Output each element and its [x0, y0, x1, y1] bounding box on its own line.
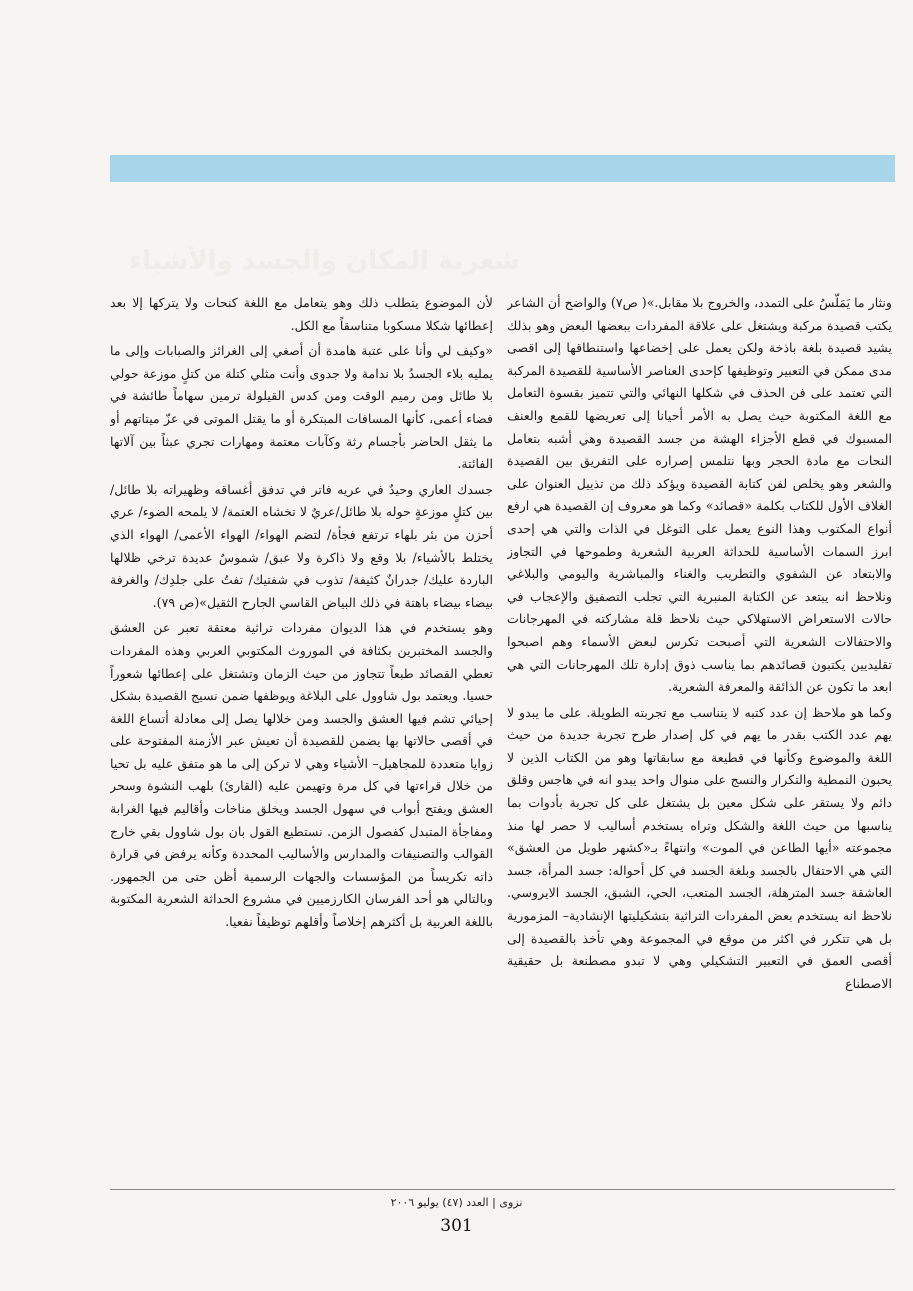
header-banner	[110, 155, 895, 182]
paragraph: لأن الموضوع يتطلب ذلك وهو يتعامل مع اللغة كنحات ولا يتركها إلا بعد إعطائها شكلا مسكوبا متناسقاً مع الكل.	[110, 295, 493, 333]
quote-paragraph: «وكيف لي وأنا على عتبة هامدة أن أصغي إلى الغرائز والصبابات وإلى ما يمليه بلاء الجسدُ بلا ندامة ولا جدوى وأنت مثلي كتلة من كتلٍ موزعة حولي بلا طائل ومن رميم الوقت ومن كدس القيلولة ترمين سهاماً طائشة في فضاء أعمى، كأنها المسافات المبتكرة أو ما يقتل الموتى في عزّ ميتاتهم أو ما يثقل الحاضر بأجسام رثة وكآبات معتمة ومهارات تجري عبثاً بين آلاتها الفائتة.	[110, 343, 493, 472]
magazine-name: نزوى	[499, 1196, 523, 1209]
paragraph: وكما هو ملاحظ إن عدد كتبه لا يتناسب مع تجربته الطويلة. على ما يبدو لا يهم عدد الكتب بقدر ما يهم في كل إصدار طرح تجربة جديدة من حيث اللغة والموضوع وكأنها في قطيعة مع سابقاتها وهو من الكتاب الذين لا يحبون النمطية والتكرار والنسج على منوال واحد يبدو انه في هاجس وقلق دائم ولا يستقر على شكل معين بل يشتغل على كل تجربة بأدوات بما يناسبها من حيث اللغة والشكل وتراه يستخدم أساليب لا حصر لها منذ مجموعته «أيها الطاعن في الموت» وانتهاءً بـ«كشهر طويل من العشق» التي هي الاحتفال بالجسد وبلغة الجسد في كل أحواله: جسد المرأة، جسد العاشقة جسد المترهلة، الجسد المتعب، الحي، الشبق، الجسد الايروسي. نلاحظ انه يستخدم بعض المفردات التراثية بتشكيليتها الإنشادية– المزمورية بل هي تتكرر في اكثر من موقع في المجموعة وهي تأخذ بالقصيدة إلى أقصى العمق في التعبير التشكيلي وهي لا تبدو مصطنعة بل حقيقية الاصطناع	[507, 704, 892, 991]
footer-publication	[0, 1196, 913, 1209]
left-column	[110, 292, 493, 1182]
page-number: 301	[440, 1216, 473, 1236]
footer-separator: |	[492, 1196, 496, 1209]
paragraph: وهو يستخدم في هذا الديوان مفردات تراثية معتقة تعبر عن العشق والجسد المختبرين بكثافة في الموروث المكتوبي العربي وهذه المفردات تعطي القصائد طبعاً تتجاوز من حيث الزمان وتشتغل على إعطائها شعوراً حسيا. ويعتمد بول شاوول على البلاغة ويوظفها ضمن نسيج القصيدة بشكل إحيائي تشم فيها العشق والجسد ومن خلالها يصل إلى معادلة أتساع اللغة في أقصى حالاتها بها يضمن للقصيدة أن تعيش عبر الأزمنة المفتوحة على زوايا متعددة للمجاهيل– الأشياء وهي لا تركن إلى ما هو متفق عليه بل تحيا من خلال قراءتها في كل مرة وتهيمن عليه (القارئ) بلهب النشوة وسحر العشق ويفتح أبواب في سهول الجسد ويخلق مناخات وأقاليم فيها الغرابة ومفاجأة المتبدل كفصول الزمن. نستطيع القول بان بول شاوول بقي خارج القوالب والتصنيفات والمدارس والأساليب المحددة وكأنه يرفض في قرارة ذاته تكريساً من المؤسسات والجهات الرسمية أظن حتى من الجمهور. وبالتالي هو أحد الفرسان الكارزميين في مشروع الحداثة الشعرية المكتوبة باللغة العربية بل أكثرهم إخلاصاً وأقلهم توظيفاً نفعيا.	[110, 620, 493, 930]
issue-info: العدد (٤٧) يوليو ٢٠٠٦	[390, 1196, 489, 1209]
paragraph: ونثار ما يَمَلّسُ على التمدد، والخروج بلا مقابل.»( ص٧) والواضح أن الشاعر يكتب قصيدة مركبة ويشتغل على علاقة المفردات ببعضها البعض وهو بذلك يشيد قصيدة بلغة باذخة ولكن يعمل على إخضاعها واستنطاقها إلى اقصى مدى ممكن في التعبير وتوظيفها كإحدى العناصر الأساسية للقصيدة المركبة التي تعتمد على فن الحذف في شكلها النهائي والتي تتميز بقسوة التعامل مع اللغة المكتوبة حيث يصل به الأمر أحيانا إلى تعريضها للقمع والعنف المسبوك في قطع الأجزاء الهشة من جسد القصيدة وهي أشبه بتعامل النحات مع مادة الحجر وبها نتلمس إصراره على التفريق بين القصيدة والشعر وهو يخلص لفن كتابة القصيدة ويؤكد ذلك من تذييل العنوان على الغلاف الأول للكتاب بكلمة «قصائد» وكما هو معروف إن القصيدة هي ارفع أنواع المكتوب وهذا النوع يعمل على التوغل في الذات والتي هي إحدى ابرز السمات الأساسية للحداثة العربية الشعرية وطموحها في التجاوز والابتعاد عن الشفوي والتطريب والغناء والمباشرية واليومي والبلاغي ونلاحظ انه يبتعد عن الكتابة المنبرية التي تجلب التصفيق والإعجاب في حالات الاستعراض الاستهلاكي حيث نلاحظ قلة مشاركته في المهرجانات والاحتفالات الشعرية التي أصبحت تكرس لبعض الأسماء وهم اصبحوا تقليديين يكتبون قصائدهم بما يناسب ذوق إدارة تلك المهرجانات التي هي ابعد ما تكون عن الذائقة والمعرفة الشعرية.	[507, 295, 892, 695]
article-title: شعرية المكان والجسد والأشياء	[128, 246, 520, 276]
right-column	[507, 292, 892, 1182]
footer-divider	[110, 1189, 895, 1190]
quote-paragraph: جسدك العاري وحيدٌ في عريه فاتر في تدفق أغساقه وظهيراته بلا طائل/ بين كتلٍ موزعةٍ حوله بلا طائل/عريٌ لا تخشاه العتمة/ لا يلمحه الضوء/ عري أحزن من بئر بلهاء ترتفع فجأة/ لتضم الهواء/ الهواء الأعمى/ الهواء الذي يختلط بالأشياء/ بلا وقع ولا ذاكرة ولا عبق/ شموسٌ عديدة ترخي ظلالها الباردة عليك/ جدرانٌ كثيفة/ تذوب في شفتيك/ تفتُ على جلدِك/ والغرفة بيضاء بيضاء باهتة في ذلك البياض القاسي الجارح الثقيل»(ص ٧٩).	[110, 481, 493, 610]
